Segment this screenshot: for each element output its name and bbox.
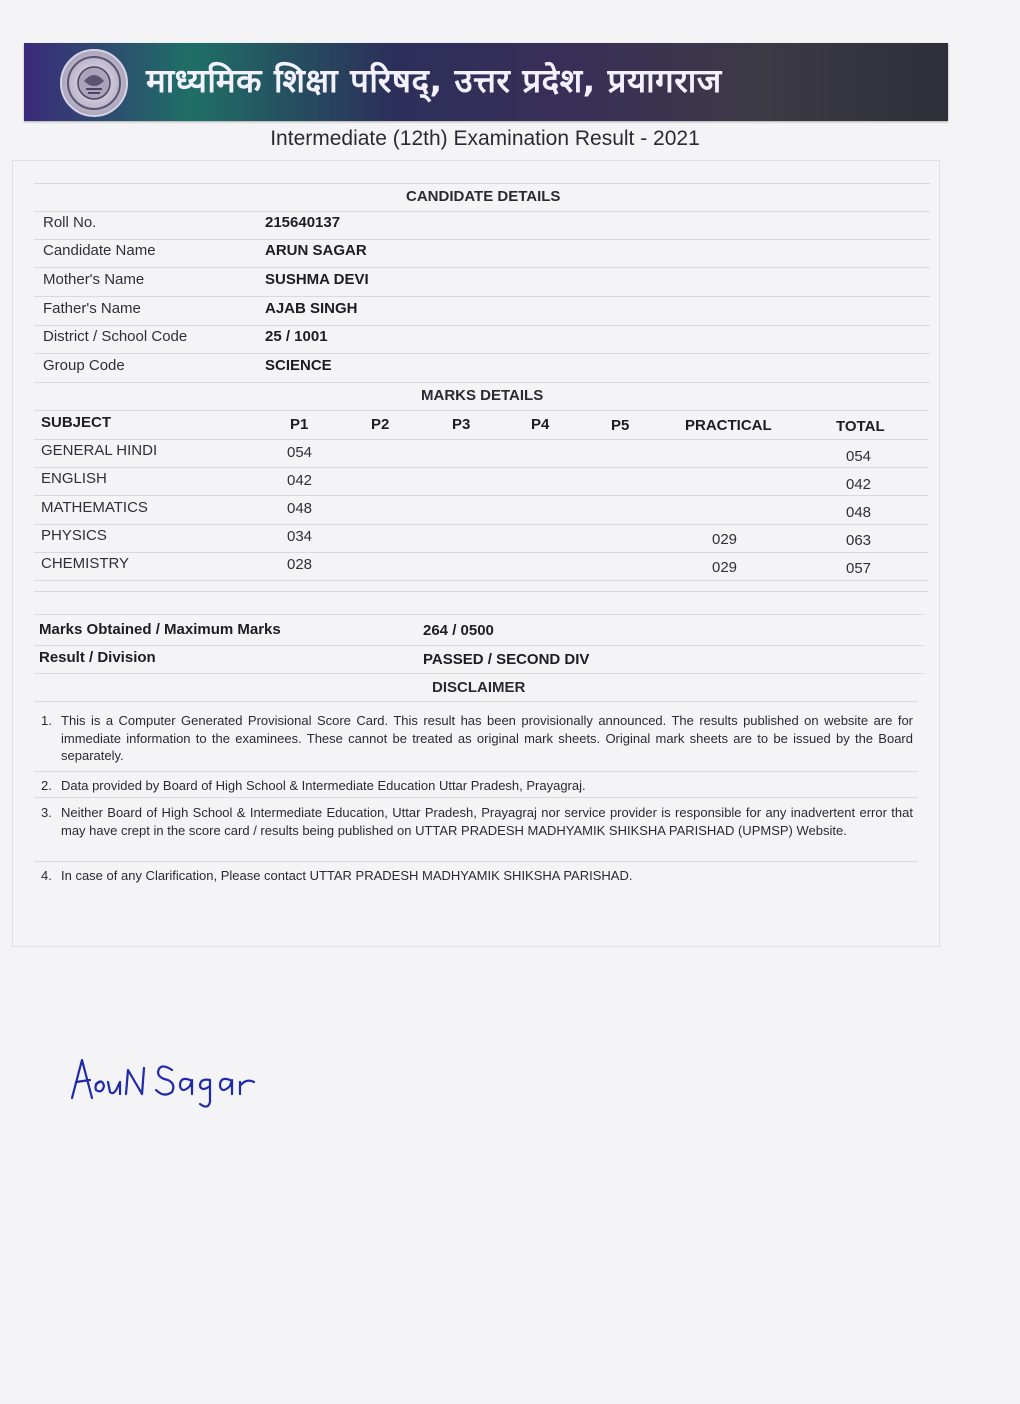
- handwritten-signature: [68, 1040, 288, 1115]
- up-board-emblem-icon: [60, 49, 128, 117]
- disclaimer-item: [41, 712, 913, 768]
- divider: [34, 353, 930, 354]
- total-cell: 063: [846, 532, 872, 549]
- col-p4: P4: [531, 416, 550, 433]
- col-p1: P1: [290, 416, 309, 433]
- divider: [34, 410, 928, 411]
- board-name: माध्यमिक शिक्षा परिषद्, उत्तर प्रदेश, प्रयागराज: [146, 61, 722, 100]
- divider: [34, 439, 928, 440]
- signature-icon: [68, 1040, 288, 1110]
- divider: [34, 183, 930, 184]
- col-p2: P2: [371, 416, 390, 433]
- divider: [34, 267, 930, 268]
- divider: [34, 495, 928, 496]
- practical-cell: 029: [712, 559, 738, 576]
- col-subject: SUBJECT: [41, 414, 112, 431]
- divider: [34, 645, 924, 646]
- subject-cell: MATHEMATICS: [41, 499, 148, 516]
- exam-title: Intermediate (12th) Examination Result - 2021: [270, 127, 700, 150]
- marks-obtained-value: 264 / 0500: [423, 622, 494, 639]
- divider: [34, 614, 924, 615]
- disclaimer-item: [41, 867, 913, 885]
- divider: [34, 701, 918, 702]
- disclaimer-text: Neither Board of High School & Intermediate Education, Uttar Pradesh, Prayagraj nor service provider is responsible for any inadvertent error that may have crept in the score card / results being published on UTTAR PRADESH MADHYAMIK SHIKSHA PARISHAD (UPMSP) Website.: [61, 805, 913, 838]
- practical-cell: 029: [712, 531, 738, 548]
- group-code-label: Group Code: [43, 357, 125, 374]
- candidate-details-heading: CANDIDATE DETAILS: [406, 188, 561, 205]
- disclaimer-text: Data provided by Board of High School & Intermediate Education Uttar Pradesh, Prayagraj.: [61, 778, 586, 793]
- divider: [34, 591, 928, 592]
- divider: [34, 861, 918, 862]
- result-value: PASSED / SECOND DIV: [423, 651, 590, 668]
- divider: [34, 797, 918, 798]
- col-p5: P5: [611, 417, 630, 434]
- divider: [34, 296, 930, 297]
- divider: [34, 467, 928, 468]
- divider: [34, 580, 928, 581]
- candidate-name-label: Candidate Name: [43, 242, 156, 259]
- subject-cell: ENGLISH: [41, 470, 107, 487]
- marks-obtained-label: Marks Obtained / Maximum Marks: [39, 621, 281, 638]
- group-code-value: SCIENCE: [265, 357, 332, 374]
- divider: [34, 552, 928, 553]
- divider: [34, 239, 930, 240]
- subject-cell: GENERAL HINDI: [41, 442, 158, 459]
- disclaimer-number: 1.: [41, 713, 52, 728]
- subject-cell: CHEMISTRY: [41, 555, 130, 572]
- disclaimer-item: [41, 777, 913, 795]
- disclaimer-number: 4.: [41, 868, 52, 883]
- mother-name-label: Mother's Name: [43, 271, 145, 288]
- total-cell: 042: [846, 476, 872, 493]
- p1-cell: 034: [287, 528, 313, 545]
- disclaimer-item: [41, 804, 913, 858]
- col-p3: P3: [452, 416, 471, 433]
- p1-cell: 028: [287, 556, 313, 573]
- mother-name-value: SUSHMA DEVI: [265, 271, 369, 288]
- p1-cell: 042: [287, 472, 313, 489]
- p1-cell: 054: [287, 444, 313, 461]
- disclaimer-heading: DISCLAIMER: [432, 679, 526, 696]
- subject-cell: PHYSICS: [41, 527, 107, 544]
- divider: [34, 771, 918, 772]
- district-value: 25 / 1001: [265, 328, 328, 345]
- divider: [34, 211, 930, 212]
- total-cell: 048: [846, 504, 872, 521]
- disclaimer-text: This is a Computer Generated Provisional Score Card. This result has been provisionally announced. The results published on website are for immediate information to the examinees. These cannot be treated as original mark sheets. Original mark sheets are to be issued by the Board separately.: [61, 713, 913, 763]
- district-label: District / School Code: [43, 328, 188, 345]
- divider: [34, 524, 928, 525]
- disclaimer-number: 3.: [41, 805, 52, 820]
- divider: [34, 325, 930, 326]
- total-cell: 057: [846, 560, 872, 577]
- disclaimer-number: 2.: [41, 778, 52, 793]
- total-cell: 054: [846, 448, 872, 465]
- father-name-label: Father's Name: [43, 300, 141, 317]
- roll-label: Roll No.: [43, 214, 97, 231]
- col-practical: PRACTICAL: [685, 417, 772, 434]
- candidate-name-value: ARUN SAGAR: [265, 242, 367, 259]
- disclaimer-text: In case of any Clarification, Please contact UTTAR PRADESH MADHYAMIK SHIKSHA PARISHAD.: [61, 868, 633, 883]
- p1-cell: 048: [287, 500, 313, 517]
- marks-details-heading: MARKS DETAILS: [421, 387, 544, 404]
- header-banner: [24, 43, 948, 121]
- result-label: Result / Division: [39, 649, 156, 666]
- divider: [34, 673, 924, 674]
- col-total: TOTAL: [836, 418, 885, 435]
- roll-value: 215640137: [265, 214, 341, 231]
- divider: [34, 382, 930, 383]
- father-name-value: AJAB SINGH: [265, 300, 358, 317]
